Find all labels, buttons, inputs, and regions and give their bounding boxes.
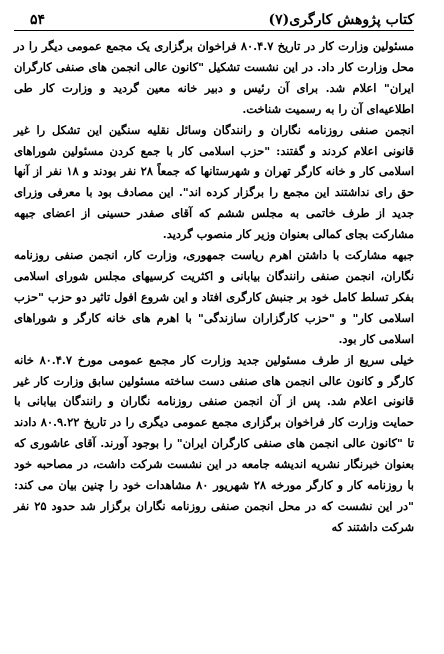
page-header: [30, 6, 414, 28]
page-body: [14, 36, 414, 538]
paragraph-1: مسئولین وزارت کار در تاریخ ۸۰.۴.۷ فراخوان برگزاری یک مجمع عمومی دیگر را در محل وزارت کار داد. در این نشست تشکیل "کانون عالی انجمن های صنفی کارگران ایران" اعلام شد. برای آن رئیس و دبیر خانه معین گردید و وزارت کار طی اطلاعیه‌ای آن را به رسمیت شناخت.: [14, 39, 415, 116]
paragraph-4: خیلی سریع از طرف مسئولین جدید وزارت کار مجمع عمومی مورخ ۸۰.۴.۷ خانه کارگر و کانون عالی انجمن های صنفی دست ساخته مسئولین سابق وزارت کار غیر قانونی اعلام شد. پس از آن انجمن صنفی روزنامه نگاران و رانندگان بیابانی با حمایت وزارت کار فراخوان برگزاری مجمع عمومی دیگری را در تاریخ ۸۰.۹.۲۲ دادند تا "کانون عالی انجمن های صنفی کارگران ایران" را بوجود آورند. آقای عاشوری که بعنوان خبرنگار نشریه اندیشه جامعه در این نشست شرکت داشت، در مصاحبه خود با روزنامه کار و کارگر مورخه ۲۸ شهریور ۸۰ مشاهدات خود را چنین بیان می کند: "در این نشست که در محل انجمن صنفی روزنامه نگاران برگزار شد حدود ۲۵ نفر شرکت داشتند که: [14, 352, 414, 534]
paragraph-3: جبهه مشارکت با داشتن اهرم ریاست جمهوری، وزارت کار، انجمن صنفی روزنامه نگاران، انجمن صنفی رانندگان بیابانی و اکثریت کرسیهای مجلس شورای اسلامی بفکر تسلط کامل خود بر جنبش کارگری افتاد و این شروع افول تاثیر دو حزب "حزب اسلامی کار" و "حزب کارگزاران سازندگی" با اهرم های خانه کارگر و شوراهای اسلامی کار بود.: [14, 248, 414, 346]
page-number: ۵۴: [30, 12, 46, 28]
paragraph-2: انجمن صنفی روزنامه نگاران و رانندگان وسائل نقلیه سنگین این تشکل را غیر قانونی اعلام کردند و گفتند: "حزب اسلامی کار با جمع کردن مسئولین شوراهای اسلامی کار و خانه کارگر تهران و شهرستانها که جمعاً ۲۸ نفر بودند و ۱۸ نفر از آنها حق رای نداشتند این مجمع را برگزار کرده اند". این مصادف بود با معرفی وزرای جدید از طرف خاتمی به مجلس ششم که آقای صفدر حسینی از اعضای جبهه مشارکت بجای کمالی بعنوان وزیر کار منصوب گردید.: [14, 122, 414, 242]
running-title: کتاب پژوهش کارگری(۷): [268, 12, 414, 28]
header-rule: [14, 30, 414, 31]
